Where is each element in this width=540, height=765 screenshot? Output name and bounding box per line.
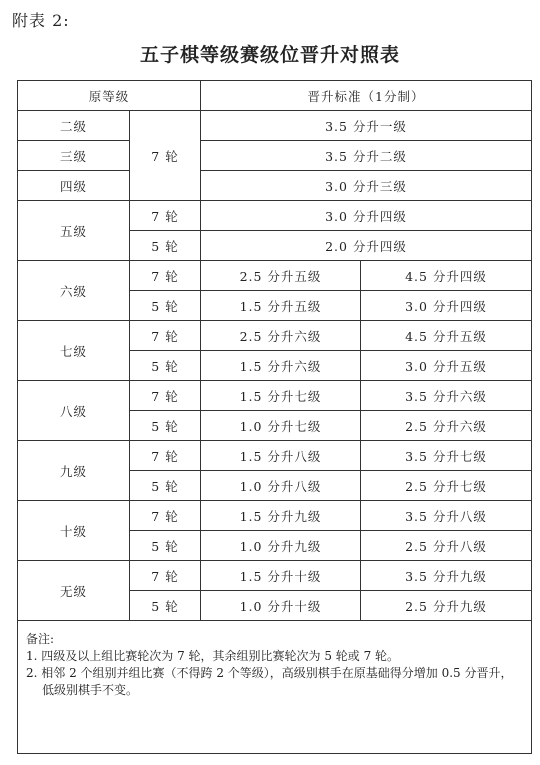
standard-cell: 3.0 分升三级 [201,171,532,201]
standard-cell-a: 1.0 分升七级 [201,411,361,441]
grade-cell: 十级 [18,501,130,561]
rounds-cell: 5 轮 [130,471,201,501]
grade-cell: 四级 [18,171,130,201]
standard-cell-b: 3.5 分升七级 [361,441,532,471]
standard-cell: 3.5 分升一级 [201,111,532,141]
grade-cell: 九级 [18,441,130,501]
notes-heading: 备注: [26,632,55,646]
standard-cell-b: 3.5 分升六级 [361,381,532,411]
standard-cell: 2.0 分升四级 [201,231,532,261]
grade-cell: 无级 [18,561,130,621]
standard-cell-a: 2.5 分升五级 [201,261,361,291]
standard-cell-a: 1.0 分升八级 [201,471,361,501]
table-row [18,561,532,591]
standard-cell-a: 1.0 分升十级 [201,591,361,621]
page-title: 五子棋等级赛级位晋升对照表 [139,44,400,66]
standard-cell-b: 3.5 分升八级 [361,501,532,531]
standard-cell-b: 3.0 分升四级 [361,291,532,321]
standard-cell-b: 2.5 分升九级 [361,591,532,621]
standard-cell-b: 2.5 分升八级 [361,531,532,561]
standard-cell-a: 1.5 分升七级 [201,381,361,411]
table-row [18,171,532,201]
standard-cell-a: 1.5 分升八级 [201,441,361,471]
standard-cell-a: 1.5 分升十级 [201,561,361,591]
standard-cell: 3.0 分升四级 [201,201,532,231]
standard-cell-b: 4.5 分升四级 [361,261,532,291]
table-row [18,141,532,171]
standard-cell-b: 3.0 分升五级 [361,351,532,381]
note-item-2: 2. 相邻 2 个组别并组比赛（不得跨 2 个等级），高级别棋手在原基础得分增加 0.5 分晋升，低级别棋手不变。 [26,666,513,697]
rounds-cell: 7 轮 [130,381,201,411]
header-promotion-standard: 晋升标准（1分制） [201,81,532,111]
grade-cell: 八级 [18,381,130,441]
standard-cell-b: 3.5 分升九级 [361,561,532,591]
notes-row [18,621,532,754]
table-row [18,321,532,351]
header-original-grade: 原等级 [18,81,201,111]
standard-cell-a: 2.5 分升六级 [201,321,361,351]
rounds-cell: 7 轮 [130,261,201,291]
rounds-cell: 5 轮 [130,411,201,441]
table-header-row [18,81,532,111]
rounds-cell: 7 轮 [130,111,201,201]
standard-cell-b: 2.5 分升六级 [361,411,532,441]
grade-cell: 二级 [18,111,130,141]
grade-cell: 六级 [18,261,130,321]
grade-cell: 七级 [18,321,130,381]
grade-cell: 三级 [18,141,130,171]
rounds-cell: 5 轮 [130,291,201,321]
notes-cell [18,621,532,754]
rounds-cell: 5 轮 [130,531,201,561]
standard-cell: 3.5 分升二级 [201,141,532,171]
table-row [18,201,532,231]
standard-cell-a: 1.0 分升九级 [201,531,361,561]
grade-cell: 五级 [18,201,130,261]
standard-cell-a: 1.5 分升九级 [201,501,361,531]
rounds-cell: 7 轮 [130,201,201,231]
standard-cell-b: 4.5 分升五级 [361,321,532,351]
rounds-cell: 5 轮 [130,351,201,381]
note-item-1: 1. 四级及以上组比赛轮次为 7 轮，其余组别比赛轮次为 5 轮或 7 轮。 [26,649,400,663]
rounds-cell: 5 轮 [130,231,201,261]
rounds-cell: 7 轮 [130,501,201,531]
standard-cell-a: 1.5 分升五级 [201,291,361,321]
rounds-cell: 7 轮 [130,441,201,471]
standard-cell-a: 1.5 分升六级 [201,351,361,381]
standard-cell-b: 2.5 分升七级 [361,471,532,501]
table-row [18,381,532,411]
table-row [18,111,532,141]
rounds-cell: 7 轮 [130,561,201,591]
rounds-cell: 7 轮 [130,321,201,351]
rounds-cell: 5 轮 [130,591,201,621]
table-row [18,501,532,531]
promotion-table [17,80,532,754]
table-row [18,261,532,291]
attachment-label: 附表 2: [12,11,70,30]
table-row [18,441,532,471]
